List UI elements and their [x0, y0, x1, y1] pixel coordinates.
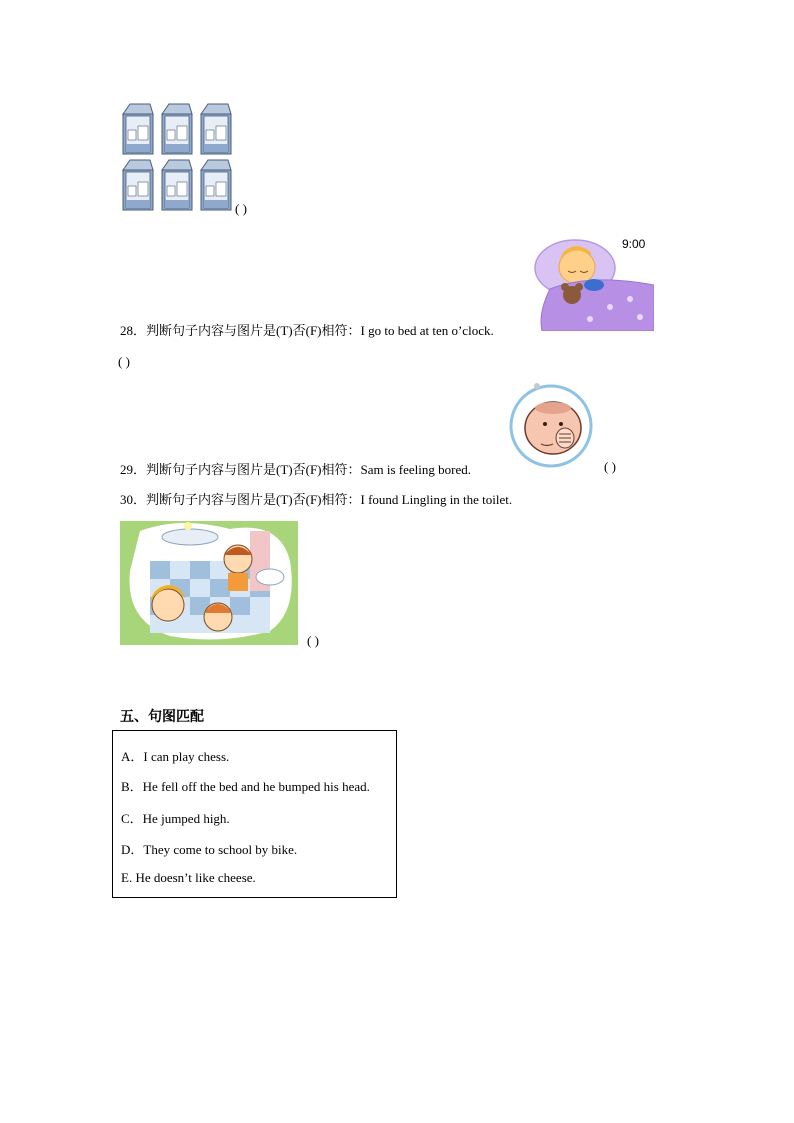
q28-question	[120, 320, 494, 339]
options-box	[112, 730, 397, 898]
option-a: A．I can play chess.	[121, 749, 230, 764]
option-c: C．He jumped high.	[121, 811, 230, 826]
q28-text: 判断句子内容与图片是(T)否(F)相符：I go to bed at ten o’clock.	[146, 323, 494, 338]
q27-answer-blank[interactable]: ( )	[235, 201, 247, 216]
q29-text: 判断句子内容与图片是(T)否(F)相符：Sam is feeling bored.	[146, 462, 471, 477]
q29-question	[120, 459, 471, 478]
section-title: 五、句图匹配	[120, 709, 204, 725]
q29-answer-blank[interactable]: ( )	[604, 459, 616, 474]
bored-face-image	[505, 380, 597, 470]
q30-answer-blank[interactable]: ( )	[307, 633, 319, 648]
q28-number: 28．	[120, 323, 147, 338]
milk-cartons-image	[120, 102, 234, 214]
q30-text: 判断句子内容与图片是(T)否(F)相符：I found Lingling in the toilet.	[146, 492, 513, 507]
toilet-scene-image	[120, 521, 298, 645]
option-d: D．They come to school by bike.	[121, 842, 298, 857]
q30-question	[120, 489, 512, 508]
option-e: E. He doesn’t like cheese.	[121, 870, 256, 885]
q29-number: 29．	[120, 462, 147, 477]
q30-number: 30．	[120, 492, 147, 507]
sleeping-child-image	[530, 233, 654, 331]
q28-answer-blank[interactable]: ( )	[118, 354, 130, 369]
clock-time-label: 9:00	[622, 237, 646, 251]
option-b: B．He fell off the bed and he bumped his head.	[121, 779, 370, 794]
